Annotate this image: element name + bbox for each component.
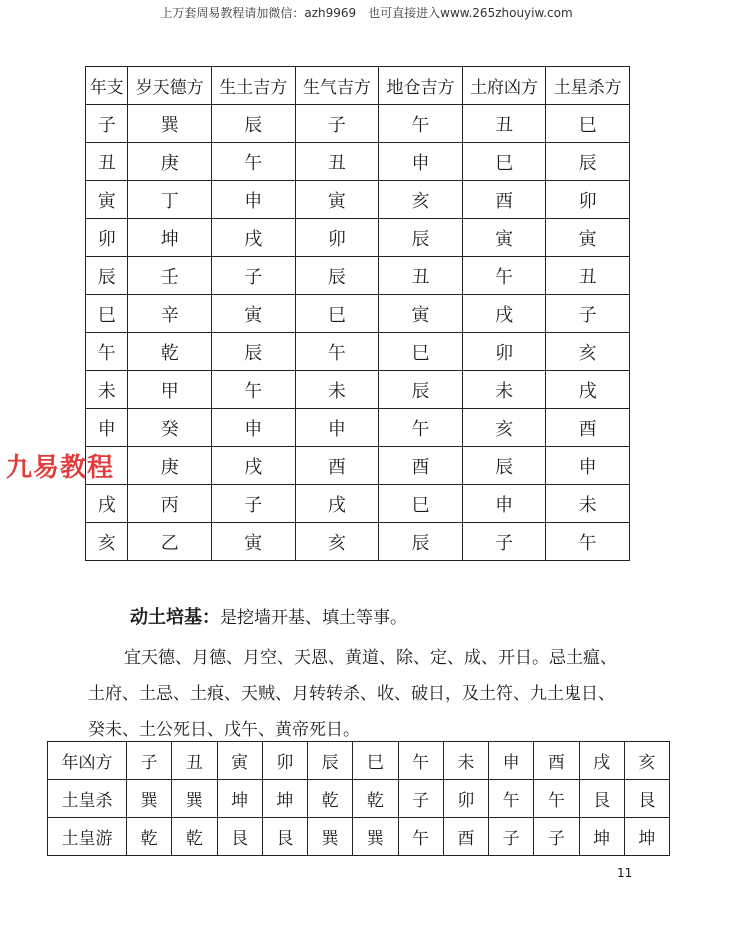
table-cell: 巳 — [295, 295, 379, 333]
table-cell: 辛 — [128, 295, 212, 333]
table-cell: 甲 — [128, 371, 212, 409]
table-cell: 坤 — [217, 780, 262, 818]
table-cell: 丑 — [462, 105, 546, 143]
table-cell: 申 — [546, 447, 630, 485]
table-cell: 乾 — [172, 818, 217, 856]
table-header-row — [86, 67, 630, 105]
column-header: 生气吉方 — [295, 67, 379, 105]
table-cell: 癸 — [128, 409, 212, 447]
table-cell: 申 — [489, 742, 534, 780]
table-cell: 丙 — [128, 485, 212, 523]
paragraph-line: 癸未、土公死日、戊午、黄帝死日。 — [88, 720, 360, 740]
table-cell: 巳 — [546, 105, 630, 143]
table-cell: 壬 — [128, 257, 212, 295]
table-cell: 艮 — [217, 818, 262, 856]
paragraph-line: 土府、土忌、土痕、天贼、月转转杀、收、破日，及土符、九土鬼日、 — [88, 684, 615, 704]
table-cell: 乾 — [353, 780, 398, 818]
table-row — [48, 742, 670, 780]
table-cell: 巽 — [172, 780, 217, 818]
table-row — [86, 105, 630, 143]
table-cell: 卯 — [546, 181, 630, 219]
table-cell: 酉 — [462, 181, 546, 219]
table-cell: 辰 — [211, 333, 295, 371]
table-cell: 亥 — [379, 181, 463, 219]
table-cell: 午 — [211, 371, 295, 409]
table-cell: 亥 — [86, 523, 128, 561]
table-cell: 辰 — [546, 143, 630, 181]
table-cell: 丑 — [172, 742, 217, 780]
table-cell: 乾 — [128, 333, 212, 371]
table-cell: 坤 — [262, 780, 307, 818]
table-cell: 坤 — [128, 219, 212, 257]
table-cell: 艮 — [262, 818, 307, 856]
table-cell: 戌 — [546, 371, 630, 409]
table-cell: 酉 — [534, 742, 579, 780]
table-row — [48, 780, 670, 818]
section-subtitle: 是挖墙开基、填土等事。 — [220, 608, 407, 628]
table-row — [86, 219, 630, 257]
row-label: 土皇杀 — [48, 780, 127, 818]
table-cell: 卯 — [262, 742, 307, 780]
table-cell: 寅 — [462, 219, 546, 257]
table-cell: 巳 — [462, 143, 546, 181]
table-cell: 艮 — [579, 780, 624, 818]
table-cell: 午 — [86, 333, 128, 371]
table-cell: 午 — [489, 780, 534, 818]
table-cell: 卯 — [443, 780, 488, 818]
table-cell: 寅 — [211, 295, 295, 333]
table-cell: 子 — [546, 295, 630, 333]
table-cell: 丑 — [295, 143, 379, 181]
table-cell: 午 — [534, 780, 579, 818]
table-cell: 子 — [127, 742, 172, 780]
table-cell: 子 — [86, 105, 128, 143]
table-cell: 申 — [462, 485, 546, 523]
column-header: 生土吉方 — [211, 67, 295, 105]
table-cell: 巳 — [353, 742, 398, 780]
direction-table-main — [85, 66, 630, 561]
table-cell: 亥 — [295, 523, 379, 561]
table-cell: 午 — [546, 523, 630, 561]
table-row — [86, 447, 630, 485]
table-cell: 巽 — [353, 818, 398, 856]
table-cell: 午 — [295, 333, 379, 371]
table-cell: 辰 — [379, 219, 463, 257]
table-cell: 未 — [443, 742, 488, 780]
table-cell: 未 — [462, 371, 546, 409]
table-cell: 午 — [379, 105, 463, 143]
table-cell: 卯 — [86, 219, 128, 257]
table-row — [86, 143, 630, 181]
table-row — [86, 523, 630, 561]
table-cell: 午 — [398, 742, 443, 780]
table-cell: 午 — [398, 818, 443, 856]
table-cell: 戌 — [462, 295, 546, 333]
column-header: 年支 — [86, 67, 128, 105]
table-cell: 乙 — [128, 523, 212, 561]
table-cell: 戌 — [211, 447, 295, 485]
table-cell: 戌 — [579, 742, 624, 780]
column-header: 岁天德方 — [128, 67, 212, 105]
table-cell: 酉 — [546, 409, 630, 447]
table-row — [86, 409, 630, 447]
table-cell: 辰 — [211, 105, 295, 143]
table-cell: 卯 — [462, 333, 546, 371]
table-row — [86, 485, 630, 523]
page-number: 11 — [617, 866, 633, 880]
table-cell: 午 — [379, 409, 463, 447]
table-cell: 卯 — [295, 219, 379, 257]
table-cell: 申 — [86, 409, 128, 447]
table-cell: 酉 — [379, 447, 463, 485]
table-row — [86, 181, 630, 219]
table-cell: 子 — [295, 105, 379, 143]
table-cell: 庚 — [128, 143, 212, 181]
table-cell: 巽 — [127, 780, 172, 818]
section-heading — [130, 603, 407, 629]
table-cell: 寅 — [546, 219, 630, 257]
table-cell: 子 — [534, 818, 579, 856]
table-cell: 丑 — [546, 257, 630, 295]
table-cell: 艮 — [624, 780, 669, 818]
table-cell: 申 — [295, 409, 379, 447]
table-cell: 午 — [462, 257, 546, 295]
watermark-logo: 九易教程 — [6, 453, 115, 483]
table-cell: 辰 — [462, 447, 546, 485]
table-cell: 辰 — [295, 257, 379, 295]
table-cell: 巽 — [308, 818, 353, 856]
table-cell: 未 — [295, 371, 379, 409]
table-cell: 申 — [211, 181, 295, 219]
column-header: 土星杀方 — [546, 67, 630, 105]
table-cell: 庚 — [128, 447, 212, 485]
table-cell: 戌 — [86, 485, 128, 523]
table-cell: 酉 — [443, 818, 488, 856]
table-cell: 乾 — [308, 780, 353, 818]
table-row — [86, 257, 630, 295]
table-cell: 辰 — [379, 523, 463, 561]
table-row — [48, 818, 670, 856]
paragraph-line: 宜天德、月德、月空、天恩、黄道、除、定、成、开日。忌土瘟、 — [124, 648, 617, 668]
table-cell: 丑 — [86, 143, 128, 181]
table-cell: 寅 — [211, 523, 295, 561]
row-label: 土皇游 — [48, 818, 127, 856]
table-cell: 亥 — [624, 742, 669, 780]
table-cell: 亥 — [546, 333, 630, 371]
column-header: 土府凶方 — [462, 67, 546, 105]
section-paragraph — [88, 640, 688, 748]
table-cell: 戌 — [211, 219, 295, 257]
table-cell: 寅 — [217, 742, 262, 780]
table-cell: 巳 — [379, 333, 463, 371]
table-cell: 寅 — [86, 181, 128, 219]
table-row — [86, 295, 630, 333]
table-cell: 未 — [86, 371, 128, 409]
table-row — [86, 333, 630, 371]
table-cell: 坤 — [624, 818, 669, 856]
table-cell: 寅 — [295, 181, 379, 219]
table-cell: 辰 — [308, 742, 353, 780]
table-cell: 申 — [379, 143, 463, 181]
table-cell: 酉 — [295, 447, 379, 485]
section-title: 动土培基： — [130, 607, 220, 628]
row-label: 年凶方 — [48, 742, 127, 780]
table-cell: 丑 — [379, 257, 463, 295]
table-cell: 辰 — [379, 371, 463, 409]
table-cell: 子 — [462, 523, 546, 561]
table-cell: 子 — [211, 485, 295, 523]
table-cell: 戌 — [295, 485, 379, 523]
table-cell: 乾 — [127, 818, 172, 856]
column-header: 地仓吉方 — [379, 67, 463, 105]
header-note: 上万套周易教程请加微信：azh9969 也可直接进入www.265zhouyiw.com — [160, 6, 573, 20]
table-cell: 申 — [211, 409, 295, 447]
table-cell: 午 — [211, 143, 295, 181]
table-cell: 坤 — [579, 818, 624, 856]
table-cell: 丁 — [128, 181, 212, 219]
table-cell: 巳 — [86, 295, 128, 333]
direction-table-secondary — [47, 741, 670, 856]
table-cell: 未 — [546, 485, 630, 523]
table-cell: 巽 — [128, 105, 212, 143]
table-cell: 亥 — [462, 409, 546, 447]
table-cell: 子 — [398, 780, 443, 818]
table-cell: 巳 — [379, 485, 463, 523]
table-cell: 辰 — [86, 257, 128, 295]
table-cell: 子 — [211, 257, 295, 295]
table-row — [86, 371, 630, 409]
table-cell: 子 — [489, 818, 534, 856]
table-cell: 寅 — [379, 295, 463, 333]
